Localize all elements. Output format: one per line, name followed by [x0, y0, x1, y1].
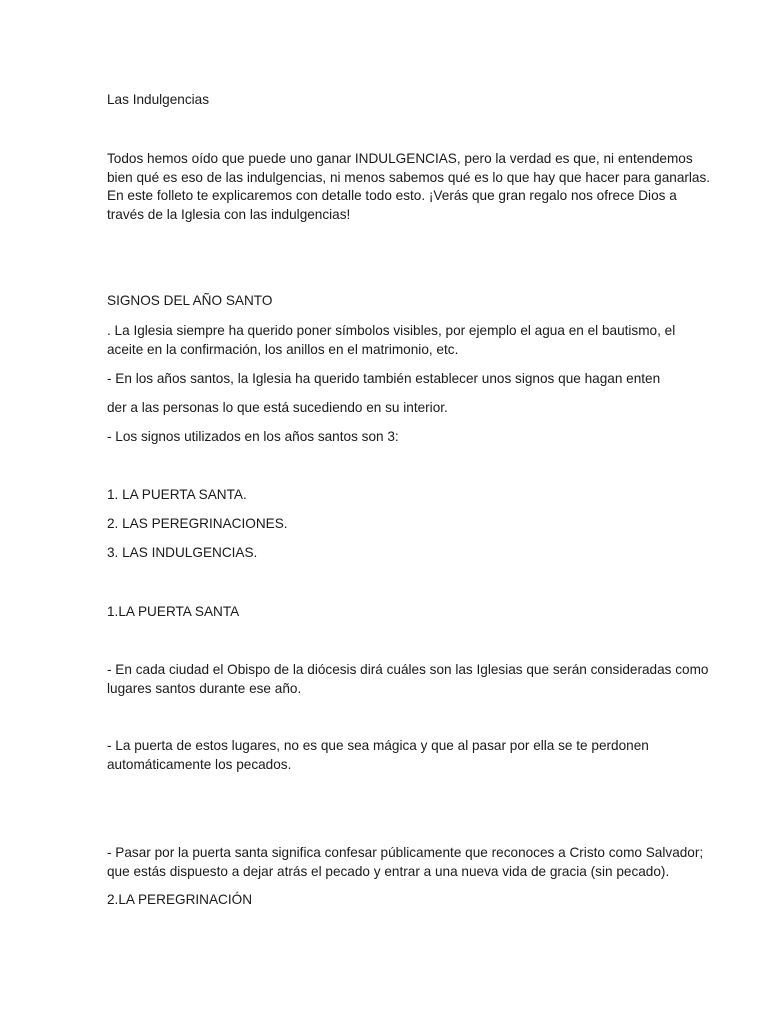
text-line: En este folleto te explicaremos con detalle todo esto. ¡Verás que gran regalo nos ofrece Dios a	[107, 188, 677, 203]
signos-paragraph-3: der a las personas lo que está sucediendo en su interior.	[107, 400, 448, 415]
signos-paragraph-4: - Los signos utilizados en los años santos son 3:	[107, 429, 399, 444]
document-title: Las Indulgencias	[107, 92, 210, 107]
section-heading-puerta: 1.LA PUERTA SANTA	[107, 604, 240, 619]
text-line: - Pasar por la puerta santa significa confesar públicamente que reconoces a Cristo como Salvador;	[107, 845, 704, 860]
text-line: bien qué es eso de las indulgencias, ni menos sabemos qué es lo que hay que hacer para ganarlas.	[107, 169, 711, 185]
list-item: 1. LA PUERTA SANTA.	[107, 487, 247, 502]
text-line: - En cada ciudad el Obispo de la diócesis dirá cuáles son las Iglesias que serán consideradas como	[107, 662, 709, 677]
section-heading-signos: SIGNOS DEL AÑO SANTO	[107, 293, 273, 308]
list-item: 2. LAS PEREGRINACIONES.	[107, 516, 288, 531]
text-line: lugares santos durante ese año.	[107, 680, 302, 696]
signos-paragraph-2: - En los años santos, la Iglesia ha querido también establecer unos signos que hagan enten	[107, 371, 661, 386]
text-line: aceite en la confirmación, los anillos en el matrimonio, etc.	[107, 341, 459, 357]
text-line: - La puerta de estos lugares, no es que sea mágica y que al pasar por ella se te perdonen	[107, 738, 649, 753]
text-line: . La Iglesia siempre ha querido poner símbolos visibles, por ejemplo el agua en el bautismo, el	[107, 323, 676, 338]
text-line: que estás dispuesto a dejar atrás el pecado y entrar a una nueva vida de gracia (sin pecado).	[107, 863, 670, 879]
section-heading-peregrinacion: 2.LA PEREGRINACIÓN	[107, 892, 253, 907]
text-line: través de la Iglesia con las indulgencias!	[107, 206, 351, 222]
list-item: 3. LAS INDULGENCIAS.	[107, 545, 258, 560]
text-line: Todos hemos oído que puede uno ganar INDULGENCIAS, pero la verdad es que, ni entendemos	[107, 151, 693, 166]
text-line: automáticamente los pecados.	[107, 757, 292, 772]
